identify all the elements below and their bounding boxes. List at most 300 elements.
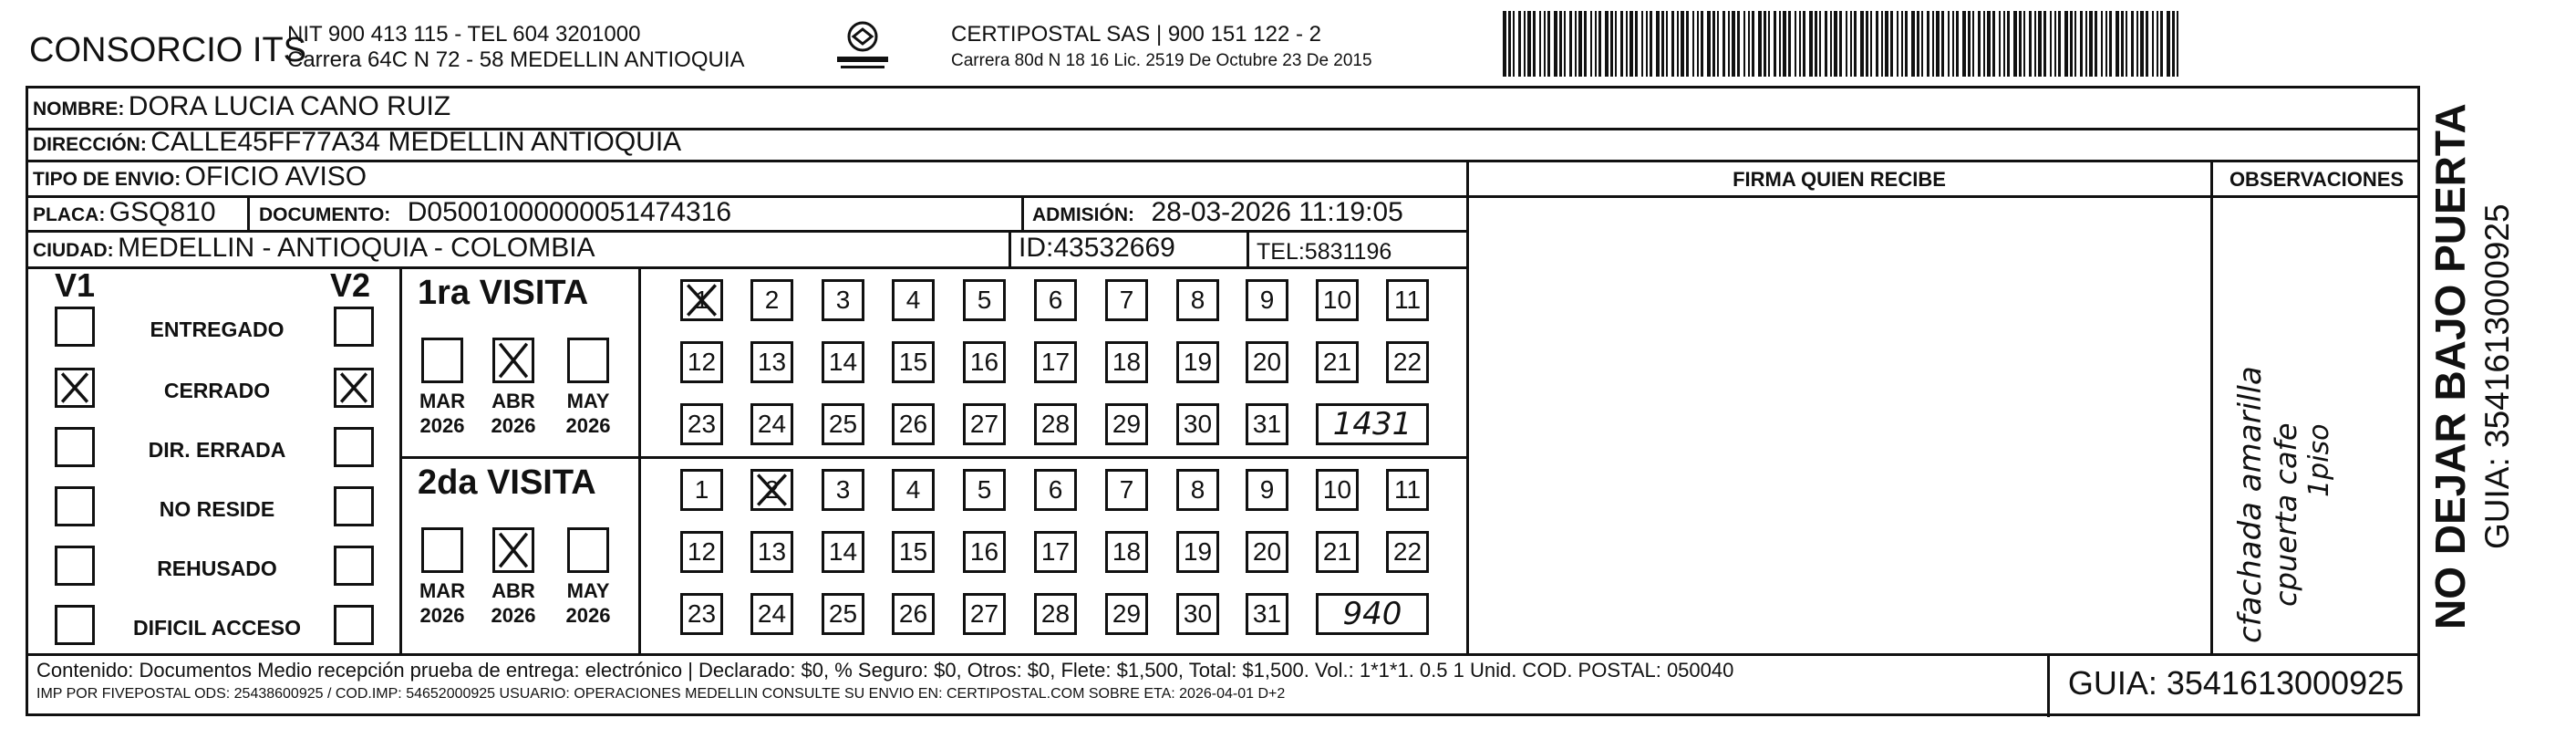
month-name: MAY bbox=[566, 390, 610, 412]
visit1-month-label-mar bbox=[410, 389, 474, 438]
barcode-bar bbox=[2013, 11, 2017, 77]
visit2-day-1[interactable] bbox=[680, 469, 723, 511]
visit2-day-12[interactable] bbox=[680, 531, 723, 573]
barcode-bar bbox=[1717, 11, 1719, 77]
v2-checkbox-rehusado[interactable] bbox=[334, 546, 374, 586]
visit2-day-8[interactable] bbox=[1176, 469, 1219, 511]
status-label-cerrado: CERRADO bbox=[163, 379, 271, 402]
barcode-bar bbox=[1932, 11, 1934, 77]
day-number: 1 bbox=[694, 475, 709, 504]
visit1-day-24[interactable] bbox=[750, 403, 793, 445]
barcode-bar bbox=[1629, 11, 1633, 77]
day-number: 24 bbox=[757, 599, 787, 628]
barcode-bar bbox=[2095, 11, 2097, 77]
visit1-month-checkbox-abr[interactable] bbox=[492, 338, 534, 383]
day-number: 4 bbox=[905, 475, 921, 504]
visit2-day-19[interactable] bbox=[1176, 531, 1219, 573]
barcode-bar bbox=[1885, 11, 1888, 77]
barcode-bar bbox=[1764, 11, 1766, 77]
visit2-day-14[interactable] bbox=[822, 531, 864, 573]
barcode-bar bbox=[1666, 11, 1668, 77]
visit2-month-checkbox-abr[interactable] bbox=[492, 527, 534, 573]
visit1-time-box[interactable]: 1431 bbox=[1316, 403, 1429, 445]
day-number: 11 bbox=[1393, 286, 1422, 314]
barcode-bar bbox=[1686, 11, 1689, 77]
barcode-bar bbox=[2136, 11, 2138, 77]
barcode-bar bbox=[1795, 11, 1796, 77]
visit1-day-25[interactable] bbox=[822, 403, 864, 445]
v1-checkbox-rehusado[interactable] bbox=[55, 546, 95, 586]
observation-line-1: cfachada amarilla bbox=[2232, 366, 2269, 643]
visit2-title: 2da VISITA bbox=[418, 463, 596, 502]
x-mark-icon bbox=[753, 472, 791, 508]
visit1-day-30[interactable] bbox=[1176, 403, 1219, 445]
barcode-bar bbox=[1921, 11, 1923, 77]
visit2-day-18[interactable] bbox=[1105, 531, 1148, 573]
v2-checkbox-cerrado[interactable] bbox=[334, 368, 374, 408]
barcode-bar bbox=[1564, 11, 1566, 77]
day-number: 27 bbox=[969, 599, 999, 628]
v1-checkbox-dir-errada[interactable] bbox=[55, 427, 95, 467]
barcode-bar bbox=[1590, 11, 1592, 77]
footer-guide: GUIA: 3541613000925 bbox=[2067, 664, 2405, 702]
visit1-day-21[interactable] bbox=[1316, 341, 1359, 383]
day-number: 23 bbox=[687, 599, 717, 628]
day-number: 14 bbox=[828, 537, 858, 566]
barcode-bar bbox=[1839, 11, 1842, 77]
visit1-day-3[interactable] bbox=[822, 279, 864, 321]
visit2-day-7[interactable] bbox=[1105, 469, 1148, 511]
barcode-bar bbox=[2058, 11, 2061, 77]
barcode-bar bbox=[1539, 11, 1541, 77]
barcode-bar bbox=[1860, 11, 1864, 77]
name-label: NOMBRE: bbox=[33, 99, 125, 120]
day-number: 12 bbox=[687, 348, 717, 376]
barcode-bar bbox=[1962, 11, 1966, 77]
document-value: D05001000000051474316 bbox=[407, 197, 732, 227]
barcode-bar bbox=[1626, 11, 1628, 77]
visit2-day-11[interactable] bbox=[1386, 469, 1429, 511]
month-name: MAR bbox=[419, 390, 466, 412]
visit2-day-21[interactable] bbox=[1316, 531, 1359, 573]
visit2-day-6[interactable] bbox=[1034, 469, 1077, 511]
barcode-bar bbox=[2034, 11, 2036, 77]
v2-checkbox-no-reside[interactable] bbox=[334, 486, 374, 526]
x-mark-icon bbox=[495, 340, 532, 380]
day-number: 20 bbox=[1252, 537, 1282, 566]
barcode-bar bbox=[1681, 11, 1684, 77]
barcode-bar bbox=[2074, 11, 2076, 77]
visit1-day-2[interactable] bbox=[750, 279, 793, 321]
day-number: 13 bbox=[757, 348, 787, 376]
day-number: 30 bbox=[1183, 599, 1213, 628]
barcode-bar bbox=[1956, 11, 1959, 77]
barcode-bar bbox=[2177, 11, 2178, 77]
barcode-bar bbox=[1911, 11, 1915, 77]
visit1-day-23[interactable] bbox=[680, 403, 723, 445]
barcode-bar bbox=[1723, 11, 1725, 77]
barcode-bar bbox=[1881, 11, 1883, 77]
barcode-bar bbox=[1825, 11, 1827, 77]
plate-row bbox=[33, 197, 216, 228]
barcode-bar bbox=[1927, 11, 1929, 77]
visit2-day-2[interactable] bbox=[750, 469, 793, 511]
day-number: 29 bbox=[1112, 410, 1142, 438]
barcode-bar bbox=[1783, 11, 1786, 77]
day-number: 8 bbox=[1190, 286, 1205, 314]
day-number: 18 bbox=[1112, 348, 1142, 376]
visit1-month-checkbox-mar[interactable] bbox=[421, 338, 463, 383]
visit2-day-4[interactable] bbox=[892, 469, 935, 511]
day-number: 10 bbox=[1322, 286, 1352, 314]
signature-header: FIRMA QUIEN RECIBE bbox=[1733, 168, 1946, 191]
visit1-day-27[interactable] bbox=[963, 403, 1006, 445]
month-name: MAY bbox=[566, 579, 610, 602]
courier-name: CERTIPOSTAL SAS | 900 151 122 - 2 bbox=[951, 22, 1321, 47]
visit2-month-checkbox-mar[interactable] bbox=[421, 527, 463, 573]
barcode-bar bbox=[2043, 11, 2046, 77]
day-number: 19 bbox=[1183, 348, 1213, 376]
barcode-bar bbox=[2085, 11, 2087, 77]
barcode-bar bbox=[1635, 11, 1638, 77]
type-label: TIPO DE ENVIO: bbox=[33, 169, 181, 190]
visit1-day-26[interactable] bbox=[892, 403, 935, 445]
barcode-bar bbox=[2050, 11, 2052, 77]
barcode-bar bbox=[1595, 11, 1597, 77]
city-row bbox=[33, 233, 595, 264]
visit2-day-27[interactable] bbox=[963, 593, 1006, 635]
status-label-dificil-acceso: DIFICIL ACCESO bbox=[132, 616, 301, 640]
visit1-day-10[interactable] bbox=[1316, 279, 1359, 321]
recipient-name: DORA LUCIA CANO RUIZ bbox=[128, 91, 451, 121]
day-number: 24 bbox=[757, 410, 787, 438]
visit1-day-4[interactable] bbox=[892, 279, 935, 321]
barcode-bar bbox=[1544, 11, 1546, 77]
visit2-day-13[interactable] bbox=[750, 531, 793, 573]
v1-checkbox-entregado[interactable] bbox=[55, 307, 95, 347]
day-number: 22 bbox=[1392, 348, 1422, 376]
company-address: Carrera 64C N 72 - 58 MEDELLIN ANTIOQUIA bbox=[287, 47, 745, 72]
day-number: 25 bbox=[828, 410, 858, 438]
day-number: 26 bbox=[898, 410, 928, 438]
day-number: 21 bbox=[1322, 537, 1352, 566]
v1-checkbox-cerrado[interactable] bbox=[55, 368, 95, 408]
barcode-bar bbox=[1992, 11, 1995, 77]
month-year: 2026 bbox=[419, 604, 465, 627]
barcode-bar bbox=[2038, 11, 2042, 77]
barcode-bar bbox=[1692, 11, 1694, 77]
barcode-bar bbox=[2172, 11, 2175, 77]
admission-row bbox=[1032, 197, 1403, 228]
visit1-month-checkbox-may[interactable] bbox=[567, 338, 609, 383]
barcode-bar bbox=[1876, 11, 1878, 77]
barcode-bar bbox=[1830, 11, 1832, 77]
day-number: 30 bbox=[1183, 410, 1213, 438]
visit2-day-17[interactable] bbox=[1034, 531, 1077, 573]
day-number: 27 bbox=[969, 410, 999, 438]
visit1-day-13[interactable] bbox=[750, 341, 793, 383]
barcode-bar bbox=[1712, 11, 1715, 77]
barcode-bar bbox=[1656, 11, 1660, 77]
day-number: 7 bbox=[1119, 475, 1134, 504]
day-number: 14 bbox=[828, 348, 858, 376]
day-number: 2 bbox=[764, 475, 780, 504]
no-dejar-warning: NO DEJAR BAJO PUERTA bbox=[2426, 103, 2474, 630]
barcode-bar bbox=[2101, 11, 2103, 77]
barcode-bar bbox=[1677, 11, 1679, 77]
barcode-bar bbox=[1897, 11, 1898, 77]
day-number: 4 bbox=[905, 286, 921, 314]
v2-checkbox-dificil-acceso[interactable] bbox=[334, 605, 374, 645]
barcode-bar bbox=[1748, 11, 1750, 77]
barcode-bar bbox=[2140, 11, 2144, 77]
status-label-dir-errada: DIR. ERRADA bbox=[148, 438, 286, 462]
barcode-bar bbox=[1866, 11, 1868, 77]
day-number: 19 bbox=[1183, 537, 1213, 566]
visit2-day-29[interactable] bbox=[1105, 593, 1148, 635]
barcode-bar bbox=[2054, 11, 2056, 77]
barcode-bar bbox=[1569, 11, 1572, 77]
barcode-bar bbox=[1936, 11, 1940, 77]
barcode-bar bbox=[2109, 11, 2112, 77]
barcode-bar bbox=[1978, 11, 1981, 77]
visit2-day-25[interactable] bbox=[822, 593, 864, 635]
visit2-month-label-may bbox=[556, 578, 620, 628]
x-mark-icon bbox=[57, 370, 92, 405]
barcode-bar bbox=[1901, 11, 1903, 77]
barcode-bar bbox=[2131, 11, 2134, 77]
barcode-bar bbox=[1584, 11, 1587, 77]
day-number: 3 bbox=[835, 475, 851, 504]
month-name: ABR bbox=[491, 390, 535, 412]
day-number: 15 bbox=[898, 537, 928, 566]
visit1-day-19[interactable] bbox=[1176, 341, 1219, 383]
company-name: CONSORCIO ITS bbox=[29, 31, 307, 69]
visit2-month-label-abr bbox=[481, 578, 545, 628]
day-number: 10 bbox=[1322, 475, 1352, 504]
visit1-day-6[interactable] bbox=[1034, 279, 1077, 321]
v1-checkbox-dificil-acceso[interactable] bbox=[55, 605, 95, 645]
visit1-day-28[interactable] bbox=[1034, 403, 1077, 445]
visit1-day-7[interactable] bbox=[1105, 279, 1148, 321]
barcode-bar bbox=[1503, 11, 1506, 77]
day-number: 17 bbox=[1040, 348, 1071, 376]
day-number: 21 bbox=[1322, 348, 1352, 376]
barcode-bar bbox=[1968, 11, 1971, 77]
visit1-month-label-abr bbox=[481, 389, 545, 438]
barcode-bar bbox=[1547, 11, 1550, 77]
barcode-bar bbox=[1890, 11, 1893, 77]
visit2-day-26[interactable] bbox=[892, 593, 935, 635]
v2-checkbox-dir-errada[interactable] bbox=[334, 427, 374, 467]
visit1-day-18[interactable] bbox=[1105, 341, 1148, 383]
type-row bbox=[33, 161, 367, 193]
admission-value: 28-03-2026 11:19:05 bbox=[1151, 197, 1403, 227]
day-number: 9 bbox=[1259, 286, 1275, 314]
day-number: 20 bbox=[1252, 348, 1282, 376]
barcode-bar bbox=[1983, 11, 1985, 77]
barcode-bar bbox=[1819, 11, 1821, 77]
status-label-rehusado: REHUSADO bbox=[157, 557, 277, 580]
visit2-day-23[interactable] bbox=[680, 593, 723, 635]
barcode-bar bbox=[2003, 11, 2005, 77]
barcode-bar bbox=[1752, 11, 1754, 77]
barcode-bar bbox=[1788, 11, 1791, 77]
barcode-bar bbox=[1758, 11, 1762, 77]
day-number: 13 bbox=[757, 537, 787, 566]
barcode-bar bbox=[1728, 11, 1730, 77]
city-value: MEDELLIN - ANTIOQUIA - COLOMBIA bbox=[118, 233, 595, 263]
barcode-bar bbox=[1598, 11, 1601, 77]
v1-checkbox-no-reside[interactable] bbox=[55, 486, 95, 526]
barcode-bar bbox=[1854, 11, 1857, 77]
barcode-bar bbox=[1650, 11, 1652, 77]
barcode-bar bbox=[2152, 11, 2154, 77]
day-number: 23 bbox=[687, 410, 717, 438]
barcode-bar bbox=[2157, 11, 2158, 77]
visit1-day-31[interactable] bbox=[1246, 403, 1288, 445]
day-number: 28 bbox=[1040, 599, 1071, 628]
visit1-day-20[interactable] bbox=[1246, 341, 1288, 383]
visit2-day-10[interactable] bbox=[1316, 469, 1359, 511]
visit2-day-15[interactable] bbox=[892, 531, 935, 573]
x-mark-icon bbox=[336, 370, 371, 405]
visit2-day-28[interactable] bbox=[1034, 593, 1077, 635]
day-number: 17 bbox=[1040, 537, 1071, 566]
visit1-day-11[interactable] bbox=[1386, 279, 1429, 321]
barcode-bar bbox=[1578, 11, 1582, 77]
barcode-bar bbox=[2121, 11, 2124, 77]
day-number: 11 bbox=[1393, 475, 1422, 504]
visit2-day-5[interactable] bbox=[963, 469, 1006, 511]
barcode-bar bbox=[2146, 11, 2148, 77]
day-number: 3 bbox=[835, 286, 851, 314]
observations-header: OBSERVACIONES bbox=[2229, 168, 2405, 191]
visit2-day-9[interactable] bbox=[1246, 469, 1288, 511]
visit1-day-17[interactable] bbox=[1034, 341, 1077, 383]
barcode-bar bbox=[1850, 11, 1852, 77]
barcode-bar bbox=[1809, 11, 1813, 77]
visit2-day-3[interactable] bbox=[822, 469, 864, 511]
barcode-bar bbox=[1768, 11, 1770, 77]
visit1-day-29[interactable] bbox=[1105, 403, 1148, 445]
address-row bbox=[33, 127, 681, 158]
barcode-bar bbox=[1774, 11, 1776, 77]
barcode-bar bbox=[1707, 11, 1711, 77]
visit1-day-9[interactable] bbox=[1246, 279, 1288, 321]
visit1-title: 1ra VISITA bbox=[418, 274, 589, 312]
day-number: 15 bbox=[898, 348, 928, 376]
address-label: DIRECCIÓN: bbox=[33, 134, 147, 155]
barcode-bar bbox=[1697, 11, 1699, 77]
day-number: 25 bbox=[828, 599, 858, 628]
document-row bbox=[259, 197, 731, 228]
day-number: 5 bbox=[977, 475, 992, 504]
barcode-bar bbox=[1701, 11, 1703, 77]
id-value: ID:43532669 bbox=[1019, 233, 1175, 263]
barcode-bar bbox=[2160, 11, 2163, 77]
month-year: 2026 bbox=[565, 604, 611, 627]
barcode-bar bbox=[1646, 11, 1648, 77]
barcode-bar bbox=[1972, 11, 1974, 77]
visit1-day-16[interactable] bbox=[963, 341, 1006, 383]
barcode-bar bbox=[1671, 11, 1674, 77]
barcode-bar bbox=[2023, 11, 2025, 77]
barcode-bar bbox=[1575, 11, 1577, 77]
visit2-day-24[interactable] bbox=[750, 593, 793, 635]
visit2-day-30[interactable] bbox=[1176, 593, 1219, 635]
barcode-bar bbox=[1527, 11, 1531, 77]
visit2-time-box[interactable]: 940 bbox=[1316, 593, 1429, 635]
day-number: 9 bbox=[1259, 475, 1275, 504]
barcode-bar bbox=[2167, 11, 2170, 77]
visit1-month-label-may bbox=[556, 389, 620, 438]
barcode-bar bbox=[1524, 11, 1526, 77]
day-number: 12 bbox=[687, 537, 717, 566]
month-year: 2026 bbox=[419, 414, 465, 437]
side-guide: GUIA: 3541613000925 bbox=[2478, 203, 2516, 549]
day-number: 28 bbox=[1040, 410, 1071, 438]
barcode-bar bbox=[1559, 11, 1562, 77]
barcode-bar bbox=[1518, 11, 1521, 77]
observation-line-2: cpuerta cafe bbox=[2269, 422, 2303, 607]
day-number: 2 bbox=[764, 286, 780, 314]
visit2-day-22[interactable] bbox=[1386, 531, 1429, 573]
barcode-bar bbox=[1554, 11, 1557, 77]
logo-icon bbox=[832, 20, 894, 71]
observation-line-3: 1piso bbox=[2303, 423, 2335, 497]
visit1-day-5[interactable] bbox=[963, 279, 1006, 321]
v2-checkbox-entregado[interactable] bbox=[334, 307, 374, 347]
barcode-bar bbox=[1533, 11, 1536, 77]
company-nit: NIT 900 413 115 - TEL 604 3201000 bbox=[287, 22, 641, 47]
day-number: 6 bbox=[1048, 286, 1063, 314]
barcode bbox=[1503, 11, 2183, 77]
barcode-bar bbox=[1834, 11, 1837, 77]
barcode-bar bbox=[1615, 11, 1617, 77]
day-number: 16 bbox=[969, 537, 999, 566]
visit2-day-16[interactable] bbox=[963, 531, 1006, 573]
visit1-day-8[interactable] bbox=[1176, 279, 1219, 321]
visit2-day-31[interactable] bbox=[1246, 593, 1288, 635]
shipment-type: OFICIO AVISO bbox=[184, 161, 367, 192]
visit1-day-22[interactable] bbox=[1386, 341, 1429, 383]
visit1-day-1[interactable] bbox=[680, 279, 723, 321]
barcode-bar bbox=[2064, 11, 2068, 77]
day-number: 18 bbox=[1112, 537, 1142, 566]
visit1-day-15[interactable] bbox=[892, 341, 935, 383]
tel-value: TEL:5831196 bbox=[1257, 239, 1392, 265]
visit2-month-checkbox-may[interactable] bbox=[567, 527, 609, 573]
month-name: ABR bbox=[491, 579, 535, 602]
visit2-day-20[interactable] bbox=[1246, 531, 1288, 573]
barcode-bar bbox=[1870, 11, 1872, 77]
visit2-month-label-mar bbox=[410, 578, 474, 628]
day-number: 29 bbox=[1112, 599, 1142, 628]
day-number: 31 bbox=[1252, 410, 1282, 438]
visit1-day-14[interactable] bbox=[822, 341, 864, 383]
barcode-bar bbox=[1620, 11, 1623, 77]
plate-label: PLACA: bbox=[33, 204, 106, 225]
barcode-bar bbox=[2080, 11, 2083, 77]
admission-label: ADMISIÓN: bbox=[1032, 204, 1134, 225]
x-mark-icon bbox=[495, 530, 532, 570]
visit1-day-12[interactable] bbox=[680, 341, 723, 383]
status-label-no-reside: NO RESIDE bbox=[159, 497, 275, 521]
barcode-bar bbox=[1941, 11, 1944, 77]
footer-print-info: IMP POR FIVEPOSTAL ODS: 25438600925 / COD.IMP: 54652000925 USUARIO: OPERACIONES MEDELLIN CONSULTE SU ENVIO EN: CERTIPOSTAL.COM SOBRE ETA: 2026-04-01 D+2 bbox=[36, 686, 1286, 702]
barcode-bar bbox=[1513, 11, 1515, 77]
